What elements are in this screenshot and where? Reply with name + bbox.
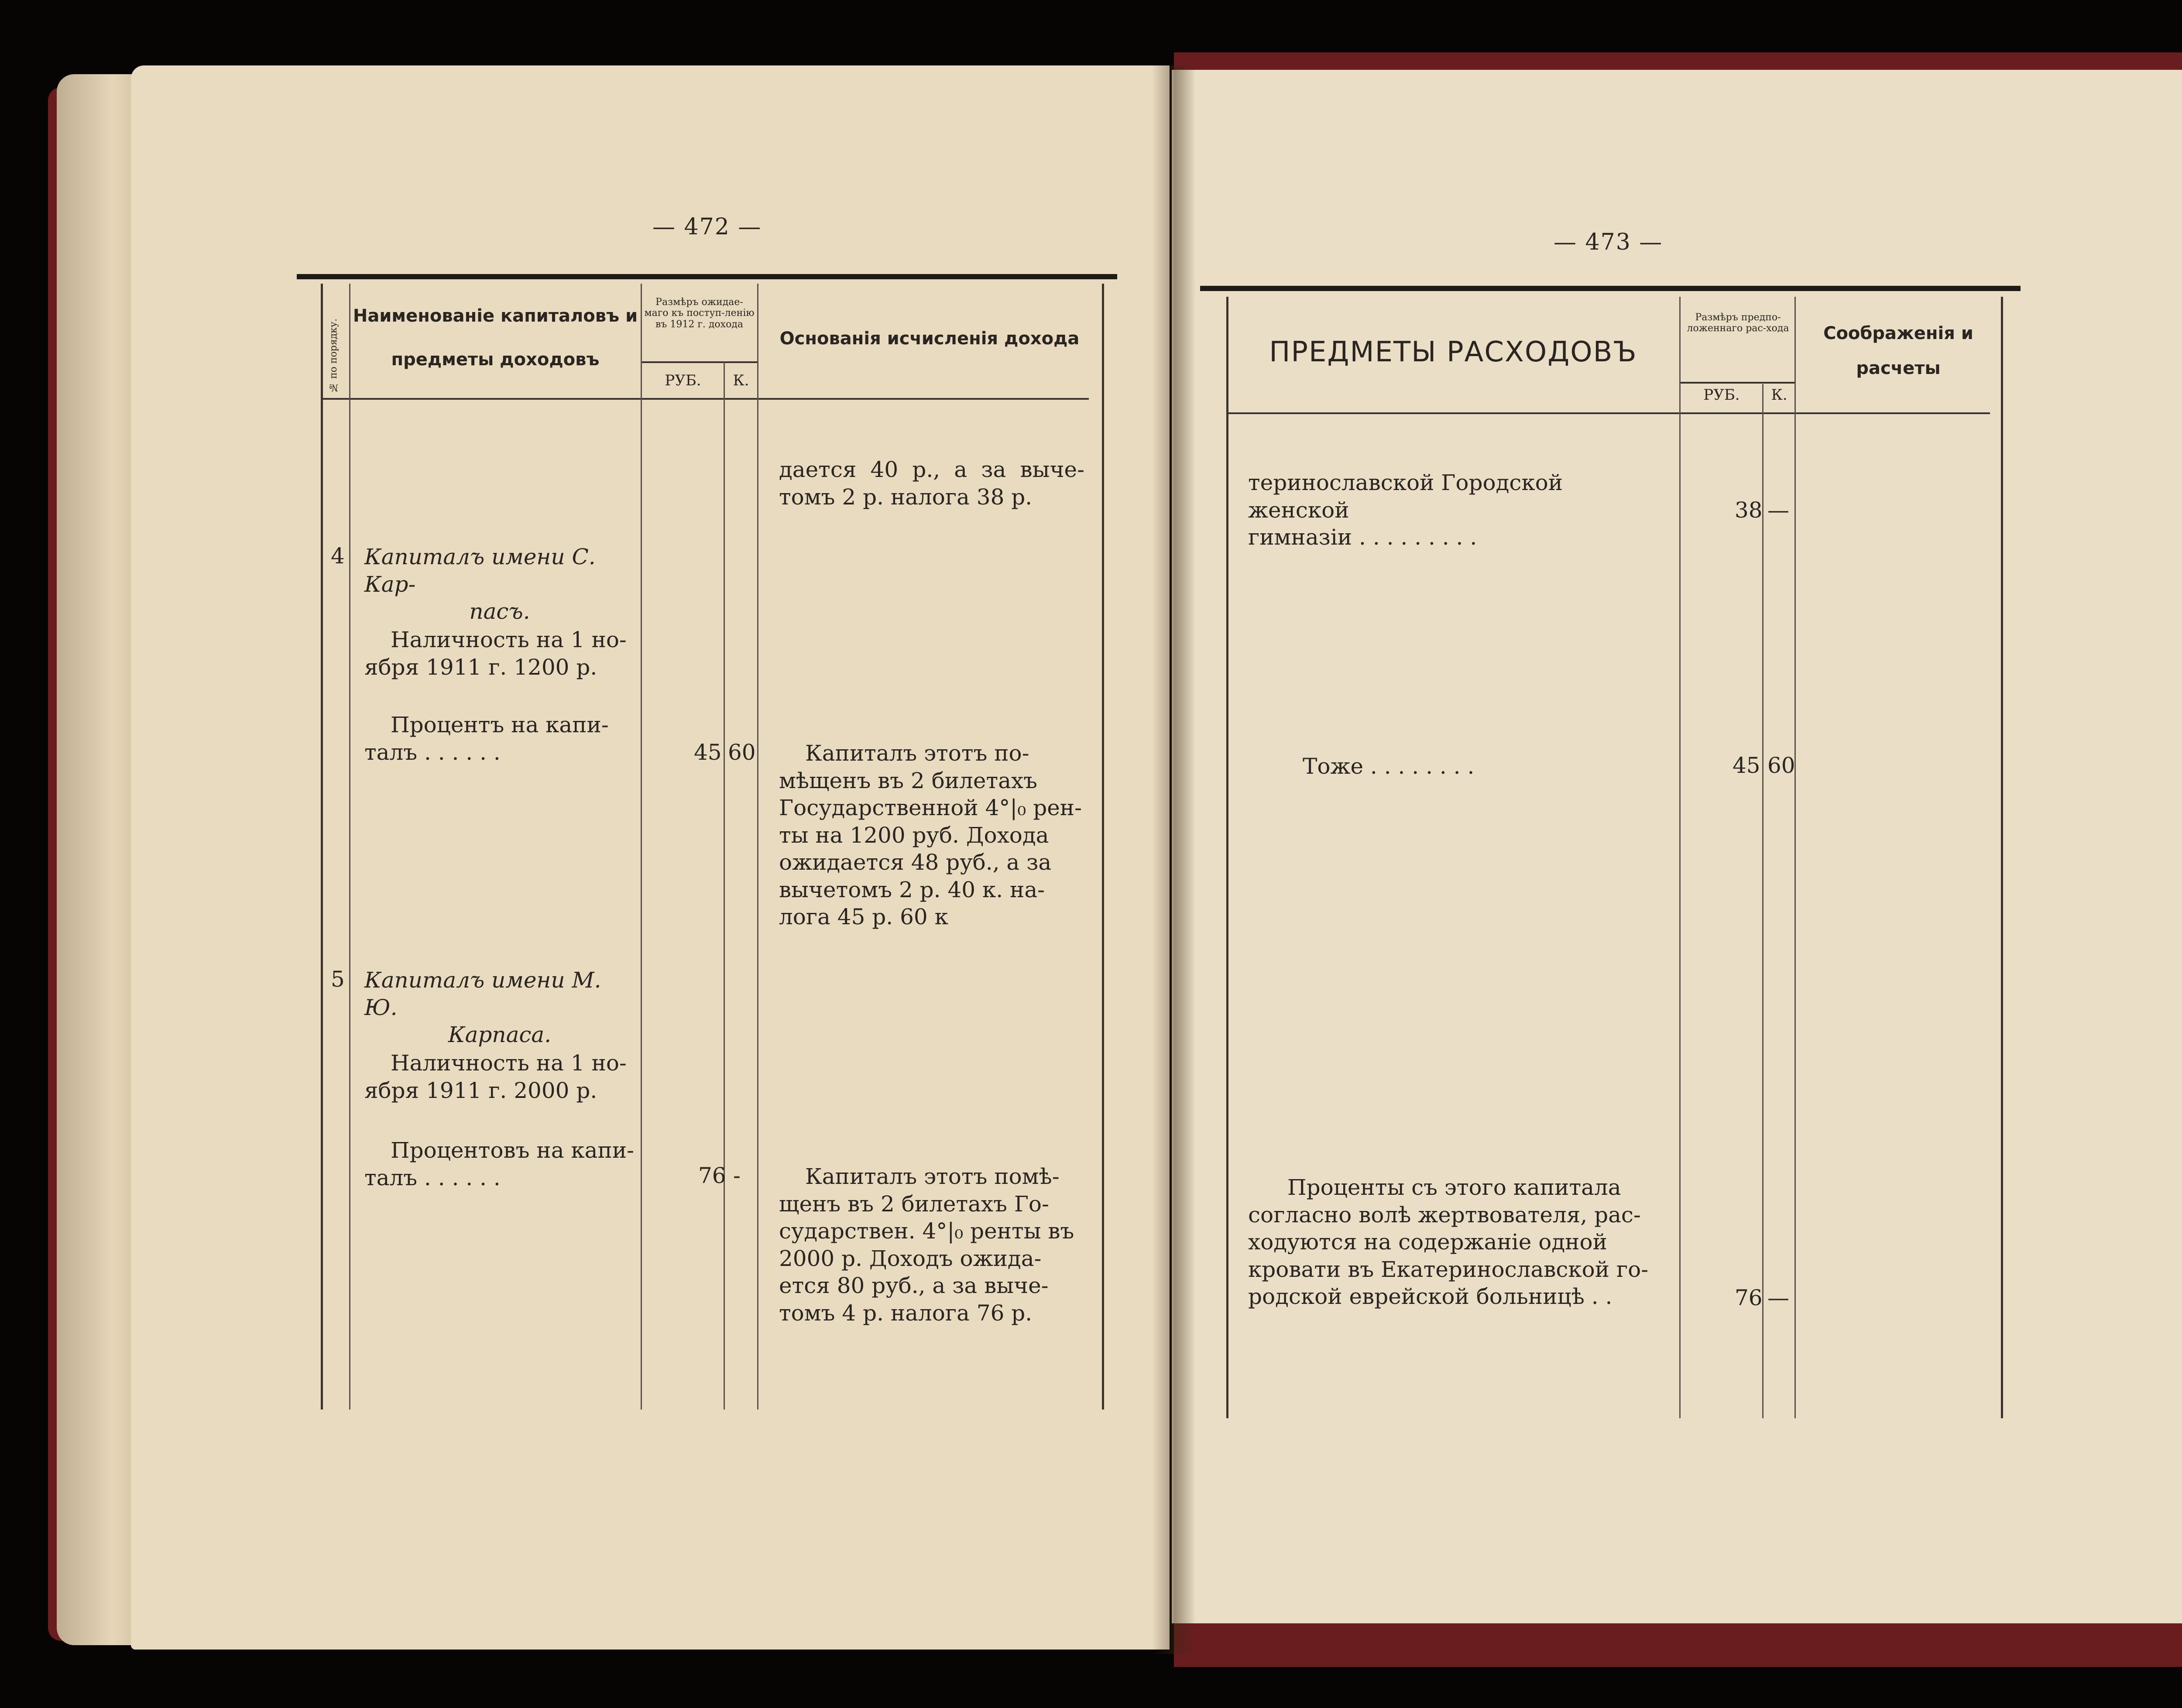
table-right-border-right bbox=[2001, 297, 2003, 1418]
entry-4-basis: Капиталъ этотъ по- мѣщенъ въ 2 билетахъ Государственной 4°|₀ рен- ты на 1200 руб. Дохода ожидается 48 руб., а за вычетомъ 2 р. 40 к. на- лога 45 р. 60 к bbox=[779, 741, 1082, 929]
table-top-rule bbox=[297, 274, 1117, 279]
column-divider-rub-right bbox=[1762, 384, 1763, 1418]
amount-subheader-rule bbox=[642, 361, 757, 363]
header-bottom-rule-right bbox=[1226, 412, 1990, 414]
column-divider-rub bbox=[724, 362, 725, 1410]
entry-4-rub: 45 bbox=[694, 740, 722, 765]
entry-5-basis: Капиталъ этотъ помѣ- щенъ въ 2 билетахъ Го- сударствен. 4°|₀ ренты въ 2000 р. Доходъ ожида- ется 80 руб., а за выче- томъ 4 р. налога 76 р. bbox=[779, 1164, 1074, 1326]
header-col-kop: К. bbox=[733, 372, 749, 389]
column-divider-kop-right bbox=[1794, 297, 1796, 1418]
row-1-kop: — bbox=[1767, 497, 1789, 523]
table-left-border-right bbox=[1226, 297, 1228, 1418]
table-top-rule-right bbox=[1200, 286, 2021, 291]
header-col-rub-right: РУБ. bbox=[1703, 386, 1740, 404]
entry-4-cash: Наличность на 1 но- ября 1911 г. 1200 р. bbox=[364, 627, 627, 680]
entry-5-cash: Наличность на 1 но- ября 1911 г. 2000 р. bbox=[364, 1050, 627, 1103]
entry-5-interest: Процентовъ на капи- талъ . . . . . . bbox=[364, 1138, 635, 1190]
header-col-notes-line2: расчеты bbox=[1856, 358, 1941, 378]
table-right-border bbox=[1102, 284, 1104, 1410]
header-col-kop-right: К. bbox=[1771, 386, 1787, 404]
row-3-rub: 76 bbox=[1735, 1285, 1763, 1310]
header-col-name-line1: Наименованіе капиталовъ и bbox=[353, 306, 638, 326]
header-col-basis: Основанія исчисленія дохода bbox=[779, 329, 1080, 349]
book-gutter bbox=[1152, 65, 1196, 1654]
carry-basis: дается 40 р., а за выче- томъ 2 р. налога 38 р. bbox=[779, 457, 1084, 510]
amount-subheader-rule-right bbox=[1680, 382, 1796, 384]
entry-5-title: Капиталъ имени М. Ю. Карпаса. bbox=[364, 967, 601, 1047]
right-page bbox=[1172, 70, 2182, 1623]
header-col-items: ПРЕДМЕТЫ РАСХОДОВЪ bbox=[1269, 336, 1637, 368]
header-col-amount-right: Размѣръ предпо-ложеннаго рас-хода bbox=[1687, 312, 1789, 334]
entry-5-number: 5 bbox=[331, 967, 345, 992]
header-col-no: № по порядку. bbox=[328, 319, 339, 393]
column-divider-no bbox=[349, 284, 350, 1410]
header-col-rub: РУБ. bbox=[665, 372, 701, 389]
row-3-kop: — bbox=[1767, 1285, 1789, 1310]
header-col-amount: Размѣръ ожидае-маго къ поступ-ленію въ 1912 г. дохода bbox=[644, 297, 755, 330]
row-2-text: Тоже . . . . . . . . bbox=[1303, 754, 1475, 779]
row-1-text: теринославской Городской женской гимназіи . . . . . . . . . bbox=[1248, 470, 1563, 550]
entry-5-rub: 76 bbox=[698, 1163, 726, 1188]
column-divider-kop bbox=[757, 284, 758, 1410]
row-1-rub: 38 bbox=[1735, 497, 1763, 523]
column-divider-name bbox=[641, 284, 642, 1410]
entry-4-kop: 60 bbox=[728, 740, 756, 765]
header-col-notes-line1: Соображенія и bbox=[1823, 323, 1973, 343]
entry-4-interest: Процентъ на капи- талъ . . . . . . bbox=[364, 712, 609, 765]
row-2-rub: 45 bbox=[1733, 753, 1760, 778]
row-3-text: Проценты съ этого капитала согласно волѣ жертвователя, рас- ходуются на содержаніе одной кровати въ Екатеринославской го- родской еврейской больницѣ . . bbox=[1248, 1175, 1649, 1309]
entry-4-number: 4 bbox=[331, 543, 345, 569]
page-number-left: — 472 — bbox=[652, 214, 762, 240]
row-2-kop: 60 bbox=[1767, 753, 1795, 778]
entry-4-title: Капиталъ имени С. Кар- пасъ. bbox=[364, 544, 596, 624]
header-col-name-line2: предметы доходовъ bbox=[391, 350, 600, 370]
table-left-border bbox=[321, 284, 323, 1410]
page-number-right: — 473 — bbox=[1554, 229, 1663, 255]
entry-5-kop: - bbox=[733, 1163, 741, 1188]
header-bottom-rule bbox=[321, 398, 1089, 400]
column-divider-items bbox=[1679, 297, 1681, 1418]
